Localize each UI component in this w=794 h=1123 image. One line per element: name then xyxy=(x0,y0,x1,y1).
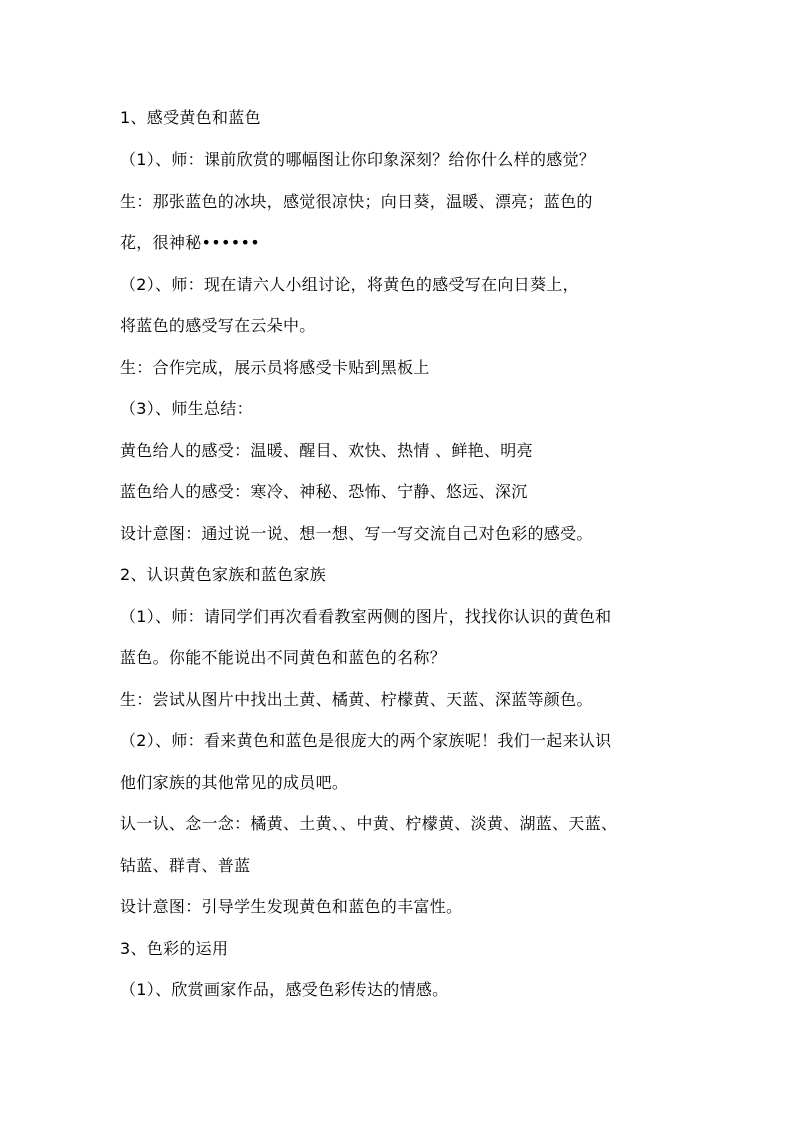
text-line: 蓝色。你能不能说出不同黄色和蓝色的名称？ xyxy=(120,648,447,667)
text-line: （2）、师：现在请六人小组讨论，将黄色的感受写在向日葵上， xyxy=(120,275,579,294)
section-heading-1: 1、感受黄色和蓝色 xyxy=(120,108,261,127)
design-intent-line: 设计意图：通过说一说、想一想、写一写交流自己对色彩的感受。 xyxy=(120,524,593,543)
text-line: （3）、师生总结： xyxy=(120,399,253,418)
text-line: （2）、师：看来黄色和蓝色是很庞大的两个家族呢！我们一起来认识 xyxy=(120,731,612,750)
text-line: 将蓝色的感受写在云朵中。 xyxy=(120,316,316,335)
text-line: 生：尝试从图片中找出土黄、橘黄、柠檬黄、天蓝、深蓝等颜色。 xyxy=(120,690,593,709)
text-line: 花，很神秘•••••• xyxy=(120,233,260,252)
text-line: 他们家族的其他常见的成员吧。 xyxy=(120,773,349,792)
text-line: 认一认、念一念：橘黄、土黄、、中黄、柠檬黄、淡黄、湖蓝、天蓝、 xyxy=(120,814,618,833)
text-line: （1）、师：请同学们再次看看教室两侧的图片，找找你认识的黄色和 xyxy=(120,607,612,626)
text-line: 生：那张蓝色的冰块，感觉很凉快；向日葵，温暖、漂亮；蓝色的 xyxy=(120,192,593,211)
text-line: 钴蓝、群青、普蓝 xyxy=(120,856,251,875)
section-heading-2: 2、认识黄色家族和蓝色家族 xyxy=(120,565,327,584)
text-line: 生：合作完成，展示员将感受卡贴到黑板上 xyxy=(120,358,430,377)
text-line: 黄色给人的感受：温暖、醒目、欢快、热情 、鲜艳、明亮 xyxy=(120,441,533,460)
section-heading-3: 3、色彩的运用 xyxy=(120,939,229,958)
text-line: （1）、师：课前欣赏的哪幅图让你印象深刻？给你什么样的感觉？ xyxy=(120,150,596,169)
text-line: 蓝色给人的感受：寒冷、神秘、恐怖、宁静、悠远、深沉 xyxy=(120,482,528,501)
text-line: （1）、欣赏画家作品，感受色彩传达的情感。 xyxy=(120,980,449,999)
design-intent-line: 设计意图：引导学生发现黄色和蓝色的丰富性。 xyxy=(120,897,463,916)
